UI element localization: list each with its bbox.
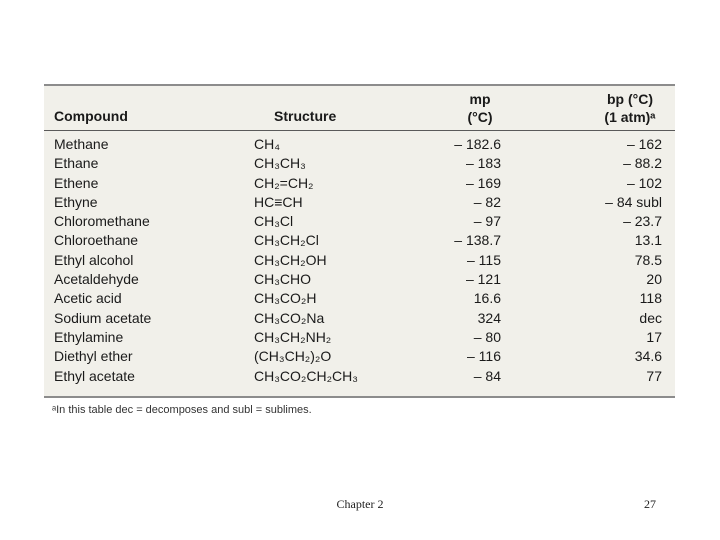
- boiling-point: – 88.2: [623, 155, 662, 172]
- compound-name: Acetaldehyde: [54, 271, 139, 288]
- melting-point: 324: [477, 309, 501, 326]
- header-mp-line2: (°C): [467, 109, 493, 125]
- table-row: [44, 328, 675, 347]
- boiling-point: 118: [639, 290, 662, 307]
- compound-structure: CH₃CH₃: [254, 155, 306, 172]
- compound-structure: CH₃CO₂Na: [254, 309, 325, 326]
- compound-structure: CH₃CH₂Cl: [254, 232, 319, 249]
- compound-name: Ethane: [54, 155, 99, 172]
- compound-name: Chloroethane: [54, 232, 139, 249]
- compound-structure: CH₄: [254, 136, 280, 152]
- table-row: [44, 251, 675, 270]
- compound-name: Sodium acetate: [54, 309, 152, 326]
- compound-structure: (CH₃CH₂)₂O: [254, 348, 332, 365]
- boiling-point: – 102: [626, 174, 662, 191]
- table-row: [44, 212, 675, 231]
- boiling-point: – 84 subl: [605, 193, 662, 210]
- compound-structure: CH₃CO₂CH₂CH₃: [254, 367, 358, 384]
- compound-structure: CH₃Cl: [254, 213, 294, 230]
- melting-point: – 183: [465, 155, 501, 172]
- table-row: [44, 289, 675, 308]
- melting-point: – 169: [465, 174, 501, 191]
- compound-structure: CH₃CO₂H: [254, 290, 317, 307]
- table-header-row: [44, 86, 675, 131]
- footer-chapter: Chapter 2: [336, 497, 384, 511]
- table-row: [44, 135, 675, 154]
- compound-name: Ethylamine: [54, 328, 124, 345]
- compound-structure: CH₂=CH₂: [254, 174, 314, 191]
- melting-point: – 182.6: [454, 136, 501, 152]
- table-row: [44, 193, 675, 212]
- melting-point: – 115: [467, 251, 501, 268]
- properties-table: [44, 84, 675, 398]
- boiling-point: 13.1: [634, 232, 662, 249]
- boiling-point: 34.6: [634, 348, 662, 365]
- compound-structure: HC≡CH: [254, 193, 303, 210]
- boiling-point: – 23.7: [623, 213, 662, 230]
- melting-point: 16.6: [473, 290, 501, 307]
- boiling-point: 20: [646, 271, 662, 288]
- compound-name: Ethyne: [54, 193, 98, 210]
- table-row: [44, 309, 675, 328]
- melting-point: – 80: [473, 328, 501, 345]
- compound-name: Ethyl alcohol: [54, 251, 134, 268]
- header-bp-line1: bp (°C): [606, 91, 654, 107]
- melting-point: – 97: [473, 213, 501, 230]
- table-row: [44, 174, 675, 193]
- melting-point: – 84: [473, 367, 501, 384]
- compound-name: Diethyl ether: [54, 348, 133, 365]
- header-mp-line1: mp: [469, 91, 491, 107]
- table-row: [44, 231, 675, 250]
- compound-name: Chloromethane: [54, 213, 150, 230]
- compound-structure: CH₃CH₂NH₂: [254, 328, 332, 345]
- boiling-point: – 162: [626, 136, 662, 152]
- header-structure: Structure: [274, 108, 337, 124]
- header-bp: [584, 90, 676, 126]
- compound-name: Methane: [54, 136, 109, 152]
- compound-name: Ethyl acetate: [54, 367, 135, 384]
- table-footnote: ᵃIn this table dec = decomposes and subl = sublimes.: [52, 404, 312, 416]
- table-row: [44, 154, 675, 173]
- boiling-point: 77: [646, 367, 662, 384]
- compound-structure: CH₃CHO: [254, 271, 312, 288]
- boiling-point: dec: [639, 309, 662, 326]
- header-compound: Compound: [54, 108, 128, 124]
- boiling-point: 78.5: [634, 251, 662, 268]
- compound-name: Ethene: [54, 174, 99, 191]
- footer-page-number: 27: [644, 497, 656, 511]
- melting-point: – 121: [465, 271, 501, 288]
- melting-point: – 116: [467, 348, 501, 365]
- melting-point: – 82: [473, 193, 501, 210]
- melting-point: – 138.7: [454, 232, 501, 249]
- table-row: [44, 270, 675, 289]
- compound-structure: CH₃CH₂OH: [254, 251, 327, 268]
- boiling-point: 17: [646, 328, 662, 345]
- table-row: [44, 367, 675, 386]
- table-body: [44, 135, 675, 386]
- table-row: [44, 347, 675, 366]
- compound-name: Acetic acid: [54, 290, 122, 307]
- header-mp: [434, 90, 526, 126]
- header-bp-line2: (1 atm)ᵃ: [604, 109, 656, 125]
